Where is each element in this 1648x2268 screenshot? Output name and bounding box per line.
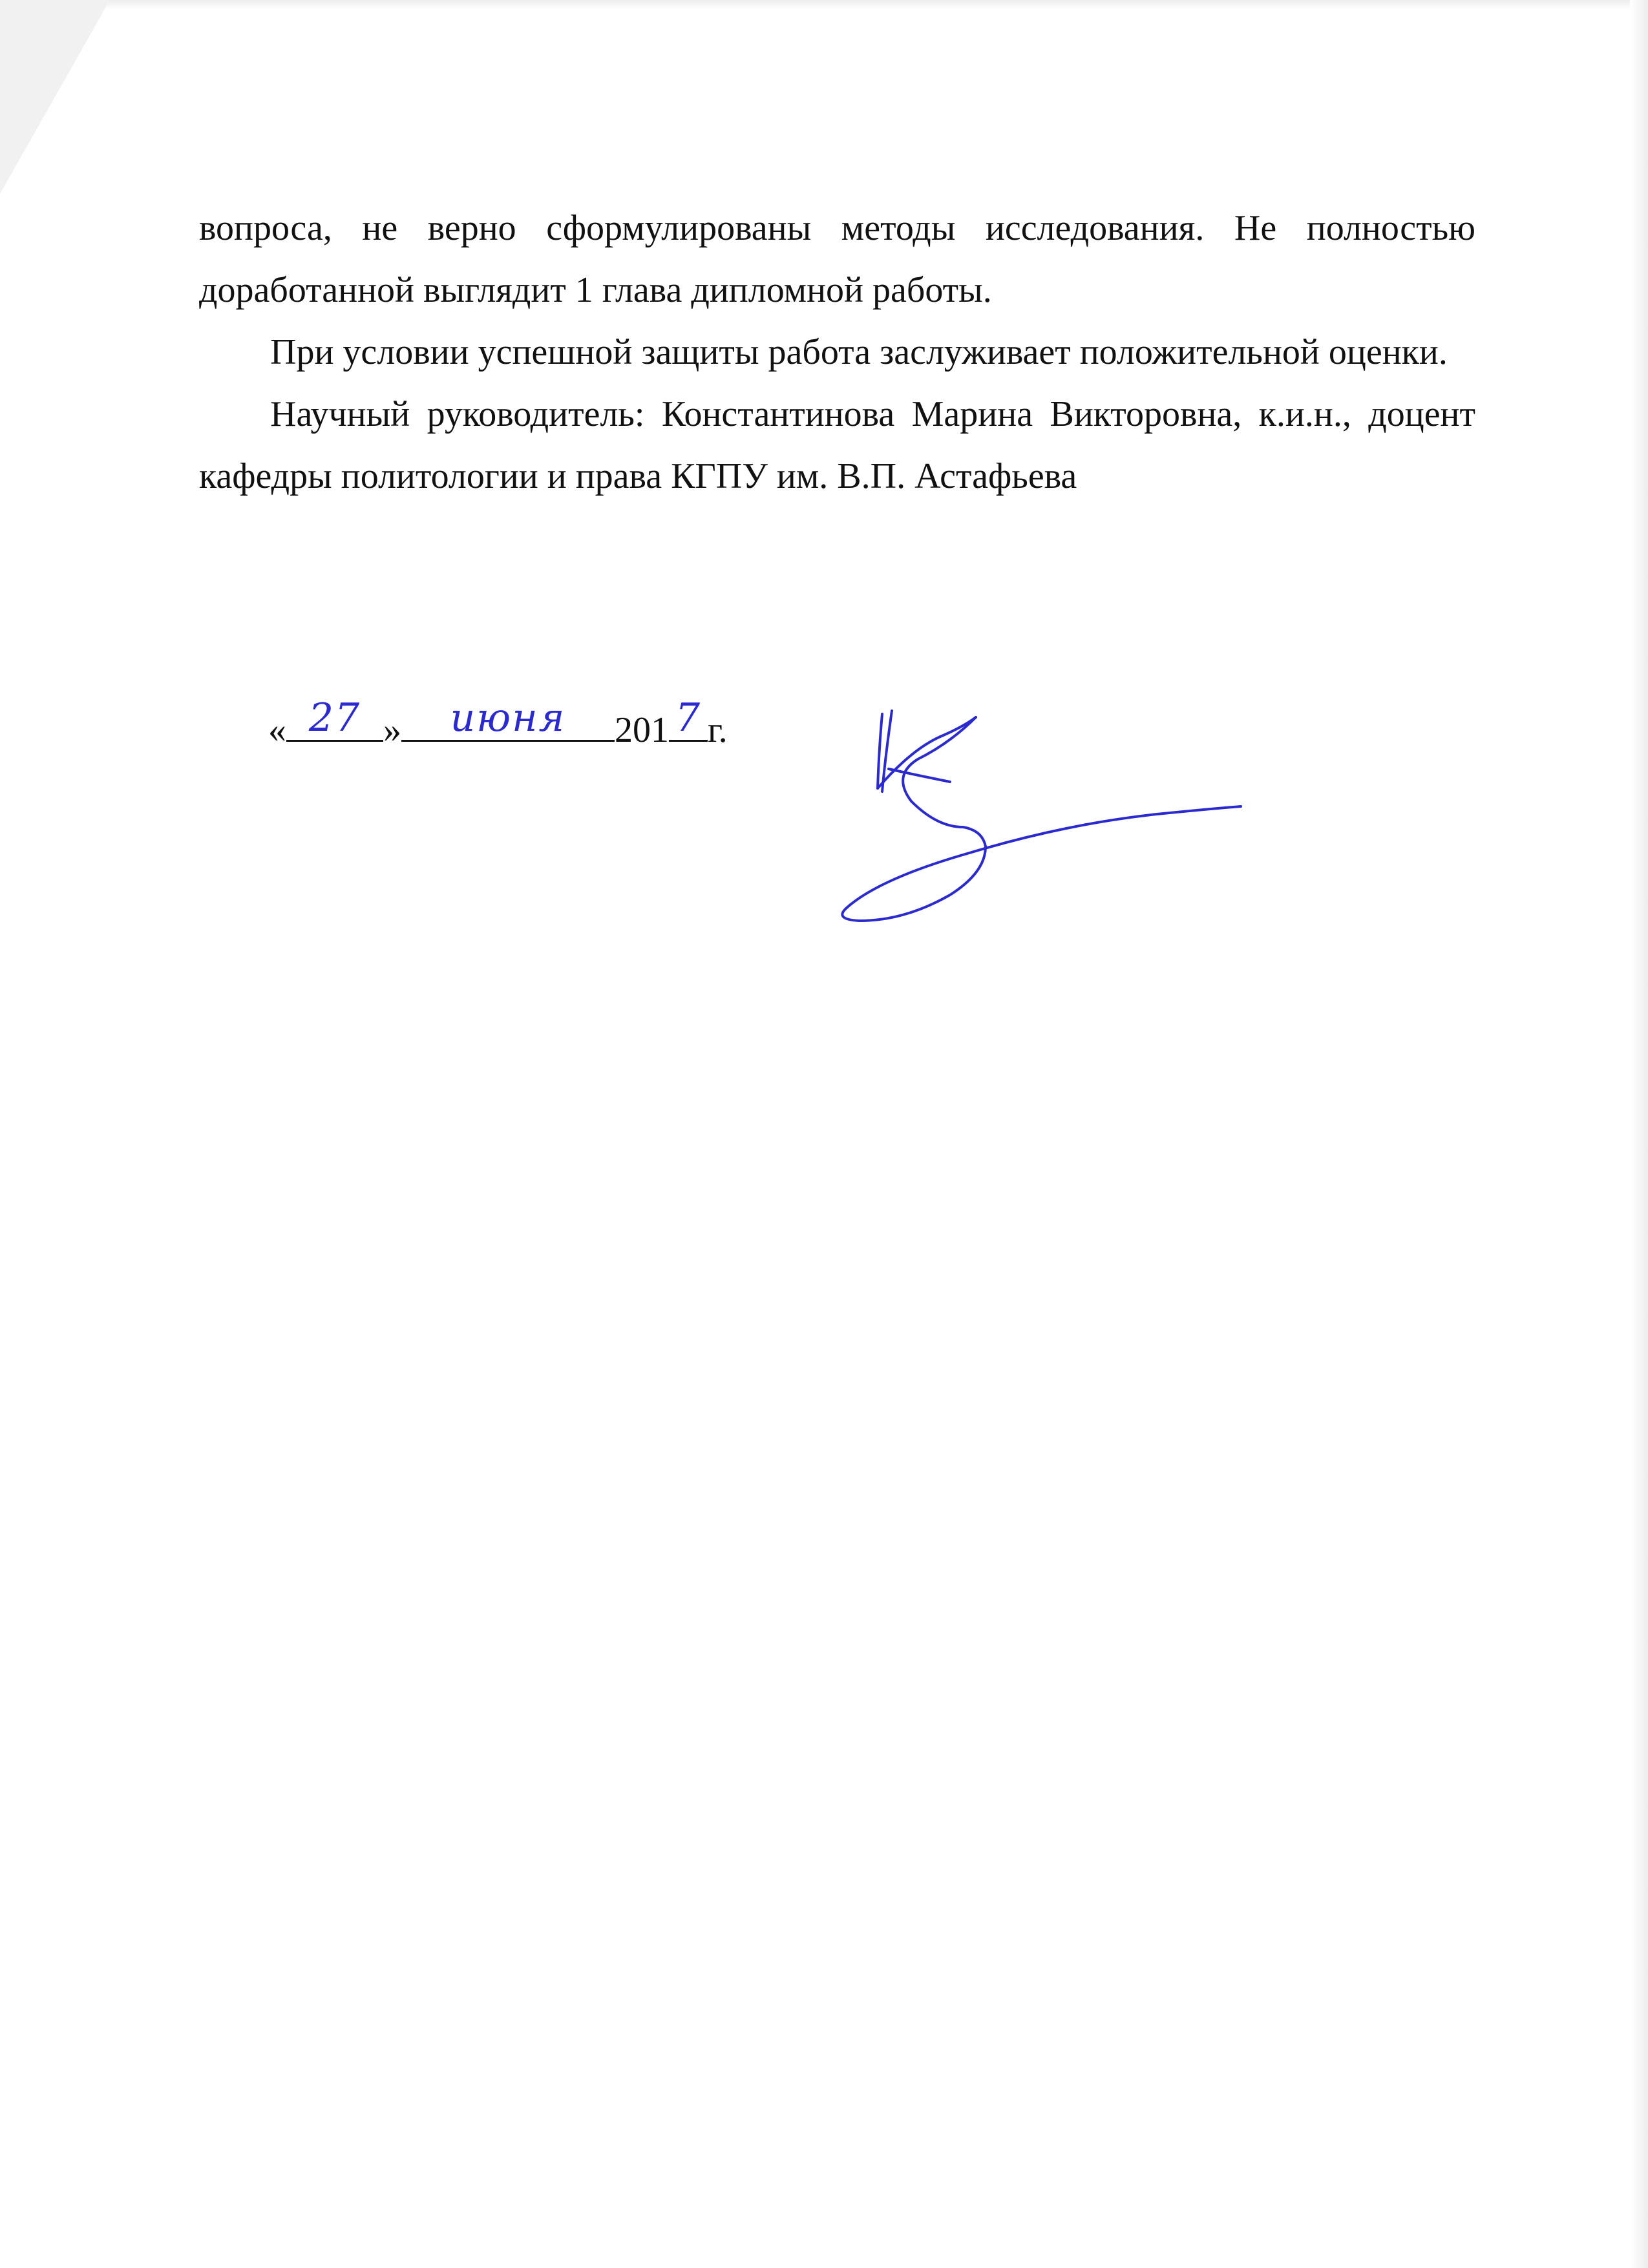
paragraph-continuation: вопроса, не верно сформулированы методы исследования. Не полностью доработанной выглядит 1 глава дипломной работы. (199, 208, 1475, 310)
paragraph-conclusion: При условии успешной защиты работа заслуживает положительной оценки. (270, 332, 1448, 372)
date-year-blank (669, 695, 708, 742)
document-body (199, 197, 1475, 507)
date-year-suffix: г. (708, 710, 728, 750)
scan-right-edge (1630, 0, 1648, 2268)
date-month-handwritten: июня (450, 695, 566, 740)
paragraph-supervisor: Научный руководитель: Константинова Марина Викторовна, к.и.н., доцент кафедры политологии и права КГПУ им. В.П. Астафьева (199, 394, 1475, 496)
handwritten-signature (821, 698, 1273, 930)
scan-top-edge (0, 0, 1648, 9)
date-line (268, 695, 728, 753)
date-day-handwritten: 27 (308, 695, 361, 740)
date-month-blank (401, 695, 615, 742)
date-day-blank (286, 695, 383, 742)
date-close-quote: » (383, 710, 401, 750)
signature-stroke (878, 714, 882, 788)
signature-stroke (889, 769, 950, 782)
date-year-prefix: 201 (615, 710, 669, 750)
date-open-quote: « (268, 710, 286, 750)
date-year-handwritten: 7 (675, 695, 702, 740)
signature-stroke (842, 717, 1241, 921)
scan-folded-corner (0, 0, 110, 194)
